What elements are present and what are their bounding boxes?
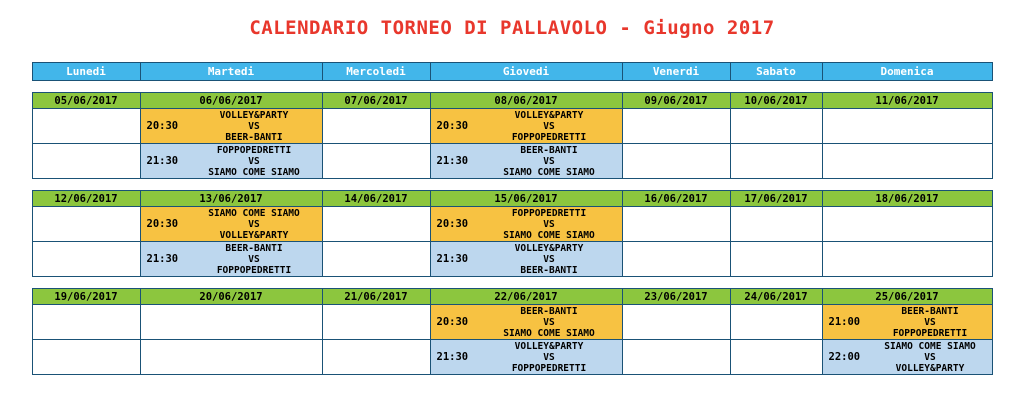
empty-slot: [731, 340, 822, 374]
match-team-name: SIAMO COME SIAMO: [503, 166, 595, 178]
empty-slot: [623, 109, 730, 143]
match-row: [32, 242, 992, 277]
date-cell: 13/06/2017: [140, 191, 322, 207]
match-teams: [873, 341, 992, 374]
match-row: [32, 207, 992, 242]
match-cell[interactable]: [430, 144, 622, 179]
empty-cell: [322, 207, 430, 242]
week-spacer: [32, 81, 992, 93]
empty-cell: [622, 144, 730, 179]
match-vs-label: VS: [543, 351, 555, 363]
empty-cell: [622, 207, 730, 242]
date-cell: 23/06/2017: [622, 289, 730, 305]
empty-cell: [622, 305, 730, 340]
match-cell[interactable]: [430, 340, 622, 375]
date-cell: 24/06/2017: [730, 289, 822, 305]
match-cell[interactable]: [822, 340, 992, 375]
match-cell[interactable]: [140, 144, 322, 179]
empty-slot: [623, 305, 730, 339]
match-time: 21:30: [436, 155, 469, 167]
empty-slot: [33, 340, 140, 374]
date-cell: 07/06/2017: [322, 93, 430, 109]
empty-cell: [730, 207, 822, 242]
match-team-name: BEER-BANTI: [225, 242, 283, 254]
match-teams: [191, 110, 322, 143]
empty-slot: [623, 144, 730, 178]
match-time: 22:00: [828, 351, 861, 363]
day-header-martedi: Martedi: [140, 63, 322, 81]
match-time: 21:30: [146, 155, 179, 167]
match-team-name: FOPPOPEDRETTI: [892, 327, 968, 339]
empty-cell: [32, 340, 140, 375]
match-teams: [481, 243, 622, 276]
match-teams: [481, 341, 622, 374]
empty-slot: [323, 207, 430, 241]
match-vs-label: VS: [543, 155, 555, 167]
empty-slot: [33, 242, 140, 276]
empty-cell: [140, 340, 322, 375]
empty-cell: [32, 305, 140, 340]
match-vs-label: VS: [924, 351, 936, 363]
match-team-name: BEER-BANTI: [520, 144, 578, 156]
spacer-cell: [32, 179, 992, 191]
empty-cell: [822, 144, 992, 179]
day-header-lunedi: Lunedi: [32, 63, 140, 81]
match-vs-label: VS: [248, 120, 260, 132]
week-date-row: [32, 191, 992, 207]
match-cell[interactable]: [430, 305, 622, 340]
week-spacer: [32, 179, 992, 191]
date-cell: 12/06/2017: [32, 191, 140, 207]
match-teams: [191, 208, 322, 241]
match-time: 20:30: [146, 120, 179, 132]
match-team-name: SIAMO COME SIAMO: [503, 229, 595, 241]
empty-slot: [323, 109, 430, 143]
empty-slot: [731, 207, 822, 241]
match-vs-label: VS: [543, 120, 555, 132]
day-header-venerdi: Venerdi: [622, 63, 730, 81]
match-team-name: SIAMO COME SIAMO: [503, 327, 595, 339]
match-cell[interactable]: [140, 109, 322, 144]
date-cell: 16/06/2017: [622, 191, 730, 207]
spacer-cell: [32, 81, 992, 93]
date-cell: 20/06/2017: [140, 289, 322, 305]
empty-cell: [32, 144, 140, 179]
match-team-name: VOLLEY&PARTY: [514, 340, 584, 352]
match-team-name: BEER-BANTI: [901, 305, 959, 317]
empty-cell: [622, 340, 730, 375]
empty-slot: [623, 207, 730, 241]
empty-cell: [730, 305, 822, 340]
week-date-row: [32, 289, 992, 305]
empty-slot: [33, 207, 140, 241]
match-team-name: VOLLEY&PARTY: [219, 229, 289, 241]
date-cell: 19/06/2017: [32, 289, 140, 305]
date-cell: 18/06/2017: [822, 191, 992, 207]
empty-slot: [823, 144, 992, 178]
match-cell[interactable]: [140, 207, 322, 242]
match-team-name: SIAMO COME SIAMO: [208, 207, 300, 219]
empty-cell: [822, 242, 992, 277]
empty-cell: [730, 109, 822, 144]
match-time: 20:30: [436, 218, 469, 230]
empty-slot: [141, 305, 322, 339]
match-cell[interactable]: [430, 242, 622, 277]
match-time: 21:30: [146, 253, 179, 265]
day-header-mercoledi: Mercoledi: [322, 63, 430, 81]
match-cell[interactable]: [430, 109, 622, 144]
match-row: [32, 144, 992, 179]
week-date-row: [32, 93, 992, 109]
match-vs-label: VS: [248, 155, 260, 167]
match-team-name: VOLLEY&PARTY: [514, 109, 584, 121]
match-cell[interactable]: [822, 305, 992, 340]
match-team-name: BEER-BANTI: [520, 305, 578, 317]
empty-slot: [323, 340, 430, 374]
match-team-name: VOLLEY&PARTY: [219, 109, 289, 121]
day-header-domenica: Domenica: [822, 63, 992, 81]
match-cell[interactable]: [140, 242, 322, 277]
match-team-name: FOPPOPEDRETTI: [511, 362, 587, 374]
empty-slot: [323, 305, 430, 339]
empty-slot: [731, 305, 822, 339]
empty-cell: [730, 144, 822, 179]
calendar-header-row: [32, 63, 992, 81]
empty-cell: [730, 340, 822, 375]
week-spacer: [32, 277, 992, 289]
spacer-cell: [32, 277, 992, 289]
date-cell: 09/06/2017: [622, 93, 730, 109]
empty-slot: [33, 305, 140, 339]
empty-cell: [622, 109, 730, 144]
match-team-name: VOLLEY&PARTY: [895, 362, 965, 374]
match-time: 21:30: [436, 253, 469, 265]
empty-cell: [322, 340, 430, 375]
match-team-name: SIAMO COME SIAMO: [208, 166, 300, 178]
match-row: [32, 340, 992, 375]
match-vs-label: VS: [248, 218, 260, 230]
match-teams: [191, 243, 322, 276]
empty-slot: [323, 242, 430, 276]
date-cell: 15/06/2017: [430, 191, 622, 207]
empty-slot: [623, 242, 730, 276]
empty-slot: [731, 242, 822, 276]
day-header-giovedi: Giovedi: [430, 63, 622, 81]
match-time: 21:30: [436, 351, 469, 363]
tournament-calendar-table: [32, 62, 993, 375]
match-team-name: FOPPOPEDRETTI: [216, 144, 292, 156]
empty-cell: [32, 109, 140, 144]
match-team-name: BEER-BANTI: [225, 131, 283, 143]
empty-slot: [823, 242, 992, 276]
empty-cell: [822, 109, 992, 144]
calendar-body: [32, 81, 992, 375]
match-time: 21:00: [828, 316, 861, 328]
empty-slot: [731, 109, 822, 143]
date-cell: 17/06/2017: [730, 191, 822, 207]
match-team-name: VOLLEY&PARTY: [514, 242, 584, 254]
date-cell: 08/06/2017: [430, 93, 622, 109]
match-team-name: SIAMO COME SIAMO: [884, 340, 976, 352]
match-vs-label: VS: [248, 253, 260, 265]
match-vs-label: VS: [924, 316, 936, 328]
match-cell[interactable]: [430, 207, 622, 242]
match-team-name: BEER-BANTI: [520, 264, 578, 276]
empty-cell: [322, 144, 430, 179]
match-vs-label: VS: [543, 218, 555, 230]
match-team-name: FOPPOPEDRETTI: [511, 131, 587, 143]
match-team-name: FOPPOPEDRETTI: [511, 207, 587, 219]
match-row: [32, 305, 992, 340]
date-cell: 25/06/2017: [822, 289, 992, 305]
empty-cell: [622, 242, 730, 277]
match-time: 20:30: [436, 120, 469, 132]
empty-cell: [322, 305, 430, 340]
empty-cell: [822, 207, 992, 242]
empty-cell: [32, 207, 140, 242]
page-title: CALENDARIO TORNEO DI PALLAVOLO - Giugno 2017: [249, 17, 775, 39]
empty-cell: [32, 242, 140, 277]
empty-cell: [322, 242, 430, 277]
date-cell: 10/06/2017: [730, 93, 822, 109]
match-vs-label: VS: [543, 253, 555, 265]
empty-slot: [823, 109, 992, 143]
empty-slot: [323, 144, 430, 178]
empty-cell: [730, 242, 822, 277]
day-header-sabato: Sabato: [730, 63, 822, 81]
match-teams: [191, 145, 322, 178]
empty-slot: [823, 207, 992, 241]
match-team-name: FOPPOPEDRETTI: [216, 264, 292, 276]
match-teams: [481, 208, 622, 241]
date-cell: 11/06/2017: [822, 93, 992, 109]
empty-slot: [731, 144, 822, 178]
empty-slot: [33, 109, 140, 143]
match-time: 20:30: [146, 218, 179, 230]
match-teams: [481, 145, 622, 178]
date-cell: 14/06/2017: [322, 191, 430, 207]
date-cell: 05/06/2017: [32, 93, 140, 109]
date-cell: 21/06/2017: [322, 289, 430, 305]
empty-slot: [623, 340, 730, 374]
date-cell: 22/06/2017: [430, 289, 622, 305]
match-row: [32, 109, 992, 144]
empty-cell: [140, 305, 322, 340]
date-cell: 06/06/2017: [140, 93, 322, 109]
match-teams: [481, 306, 622, 339]
empty-slot: [33, 144, 140, 178]
empty-slot: [141, 340, 322, 374]
match-vs-label: VS: [543, 316, 555, 328]
empty-cell: [322, 109, 430, 144]
match-teams: [481, 110, 622, 143]
match-time: 20:30: [436, 316, 469, 328]
match-teams: [873, 306, 992, 339]
